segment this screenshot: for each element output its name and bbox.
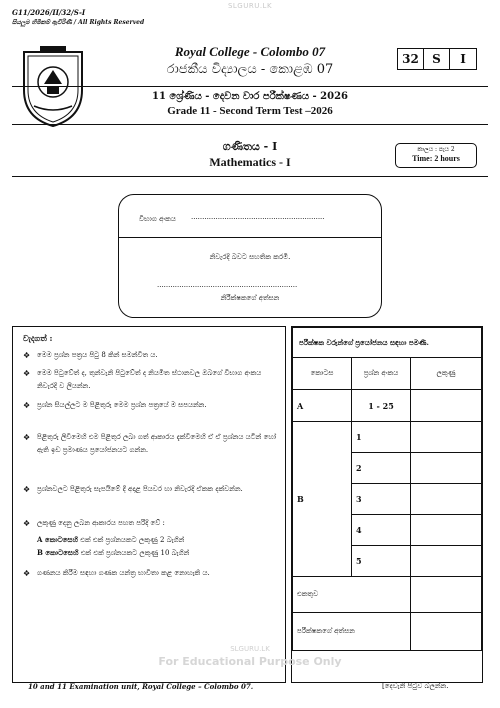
row-a-questions: 1 - 25 bbox=[352, 390, 411, 422]
divider bbox=[12, 86, 488, 87]
total-label: එකතුව bbox=[293, 577, 411, 613]
index-number-box bbox=[118, 194, 382, 318]
time-box bbox=[395, 143, 477, 168]
test-title-si: 11 ශ්‍රේණිය - දෙවන වාර පරීක්ෂණය - 2026 bbox=[152, 91, 348, 102]
instruction-item: ❖ මෙම පිටුවේත් ද, තුන්වැනි පිටුවේත් ද නියමිත ස්ථානවල ඔබගේ විභාග අංකය නිවැරදි ව ලියන්න. bbox=[23, 369, 262, 390]
marks-cell[interactable] bbox=[411, 546, 482, 577]
divider bbox=[12, 176, 488, 177]
marks-cell[interactable] bbox=[411, 390, 482, 422]
watermark-bottom-small: SLGURU.LK bbox=[230, 645, 270, 653]
marks-part-b: B කොටසෙහි එක් එක් ප්‍රශ්නයකට ලකුණු 10 බැගින් bbox=[37, 548, 190, 557]
row-b-question: 5 bbox=[352, 546, 411, 577]
instruction-item: ❖ ප්‍රශ්නවලට පිළිතුරු සැපයීමේ දී අදාළ පියවර හා නිවැරදි ඒකක දක්වන්න. bbox=[23, 485, 243, 494]
divider bbox=[12, 124, 488, 125]
code-box-paper: I bbox=[460, 52, 466, 66]
rights-notice: සියලුම හිමිකම් ඇවිරිණි / All Rights Reserved bbox=[12, 19, 145, 26]
marks-table bbox=[292, 327, 482, 651]
paper-code: G11/2026/II/32/S-I bbox=[12, 8, 86, 17]
instruction-item: ❖ පිළිතුරු ලිවීමෙහි එම පිළිතුර ලබා ගත් ආකාරය දැක්වීමෙහි ඒ ඒ ප්‍රශ්නය යටින් හෝ ඇති ඉඩ ප්‍රමාණය ප්‍රයෝජනයට ගන්න. bbox=[23, 433, 277, 454]
footer-left: 10 and 11 Examination unit, Royal College – Colombo 07. bbox=[28, 682, 254, 691]
row-b-question: 3 bbox=[352, 484, 411, 515]
row-b-question: 1 bbox=[352, 422, 411, 453]
instructions-box bbox=[12, 326, 286, 683]
time-si: කාලය : පැය 2 bbox=[417, 146, 455, 153]
subject-si: ගණිතය - I bbox=[222, 140, 278, 153]
row-b-question: 2 bbox=[352, 453, 411, 484]
examiner-signature-label: පරීක්ෂකගේ අත්සන bbox=[293, 613, 411, 651]
marks-part-a: A කොටසෙහි එක් එක් ප්‍රශ්නයකට ලකුණු 2 බැගින් bbox=[37, 535, 185, 544]
index-number-label: විභාග අංකය bbox=[139, 215, 176, 223]
diamond-bullet-icon: ❖ bbox=[23, 485, 31, 494]
watermark-top: SLGURU.LK bbox=[227, 2, 273, 10]
row-a-part: A bbox=[293, 390, 352, 422]
test-title-en: Grade 11 - Second Term Test –2026 bbox=[167, 105, 333, 117]
col-marks-header: ලකුණු bbox=[411, 358, 482, 390]
certify-label: නිවැරදි බවට සහතික කරමි. bbox=[209, 253, 291, 261]
instructions-heading: වැදගත් : bbox=[23, 333, 53, 343]
supervisor-signature-field[interactable]: ............................................................... bbox=[157, 281, 298, 289]
index-code-boxes bbox=[397, 48, 477, 70]
supervisor-signature-label: නිරීක්ෂකගේ අත්සන bbox=[220, 294, 280, 302]
marks-cell[interactable] bbox=[411, 484, 482, 515]
instruction-item: ❖ ගණනය කිරීම සඳහා ගණක යන්ත්‍ර භාවිතා කළ නොහැකි ය. bbox=[23, 569, 210, 578]
instruction-item: ❖ මෙම ප්‍රශ්න පත්‍රය පිටු 8 කින් සමන්විත ය. bbox=[23, 351, 158, 360]
examiner-marks-box bbox=[291, 326, 483, 683]
watermark-bottom: For Educational Purpose Only bbox=[158, 655, 342, 668]
row-b-part: B bbox=[293, 422, 352, 577]
row-b-question: 4 bbox=[352, 515, 411, 546]
marks-cell[interactable] bbox=[411, 453, 482, 484]
diamond-bullet-icon: ❖ bbox=[23, 569, 31, 578]
box-divider bbox=[119, 237, 381, 238]
col-question-header: ප්‍රශ්න අංකය bbox=[352, 358, 411, 390]
code-box-medium: S bbox=[424, 49, 450, 69]
diamond-bullet-icon: ❖ bbox=[23, 433, 31, 442]
marks-cell[interactable] bbox=[411, 515, 482, 546]
diamond-bullet-icon: ❖ bbox=[23, 351, 31, 360]
school-name-si: රාජකීය විද්‍යාලය - කොළඹ 07 bbox=[166, 62, 334, 77]
subject-en: Mathematics - I bbox=[209, 155, 291, 169]
marks-cell[interactable] bbox=[411, 422, 482, 453]
index-number-field[interactable]: ............................................................ bbox=[191, 213, 325, 221]
instruction-item: ❖ ලකුණු දෙනු ලබන ආකාරය පහත පරිදි වේ : bbox=[23, 519, 165, 528]
diamond-bullet-icon: ❖ bbox=[23, 369, 31, 378]
time-en: Time: 2 hours bbox=[412, 154, 460, 163]
footer-right: [දෙවැනි පිටුව බලන්න. bbox=[382, 682, 449, 690]
school-name-en: Royal College - Colombo 07 bbox=[174, 44, 326, 59]
col-part-header: කොටස bbox=[293, 358, 352, 390]
code-box-subject: 32 bbox=[398, 49, 424, 69]
marks-table-heading: පරීක්ෂක වරුන්ගේ ප්‍රයෝජනය සඳහා පමණි. bbox=[293, 328, 482, 358]
diamond-bullet-icon: ❖ bbox=[23, 519, 31, 528]
total-cell[interactable] bbox=[411, 577, 482, 613]
instruction-item: ❖ ප්‍රශ්න සියල්ලට ම පිළිතුරු මෙම ප්‍රශ්න පත්‍රයේ ම සපයන්න. bbox=[23, 401, 207, 410]
diamond-bullet-icon: ❖ bbox=[23, 401, 31, 410]
